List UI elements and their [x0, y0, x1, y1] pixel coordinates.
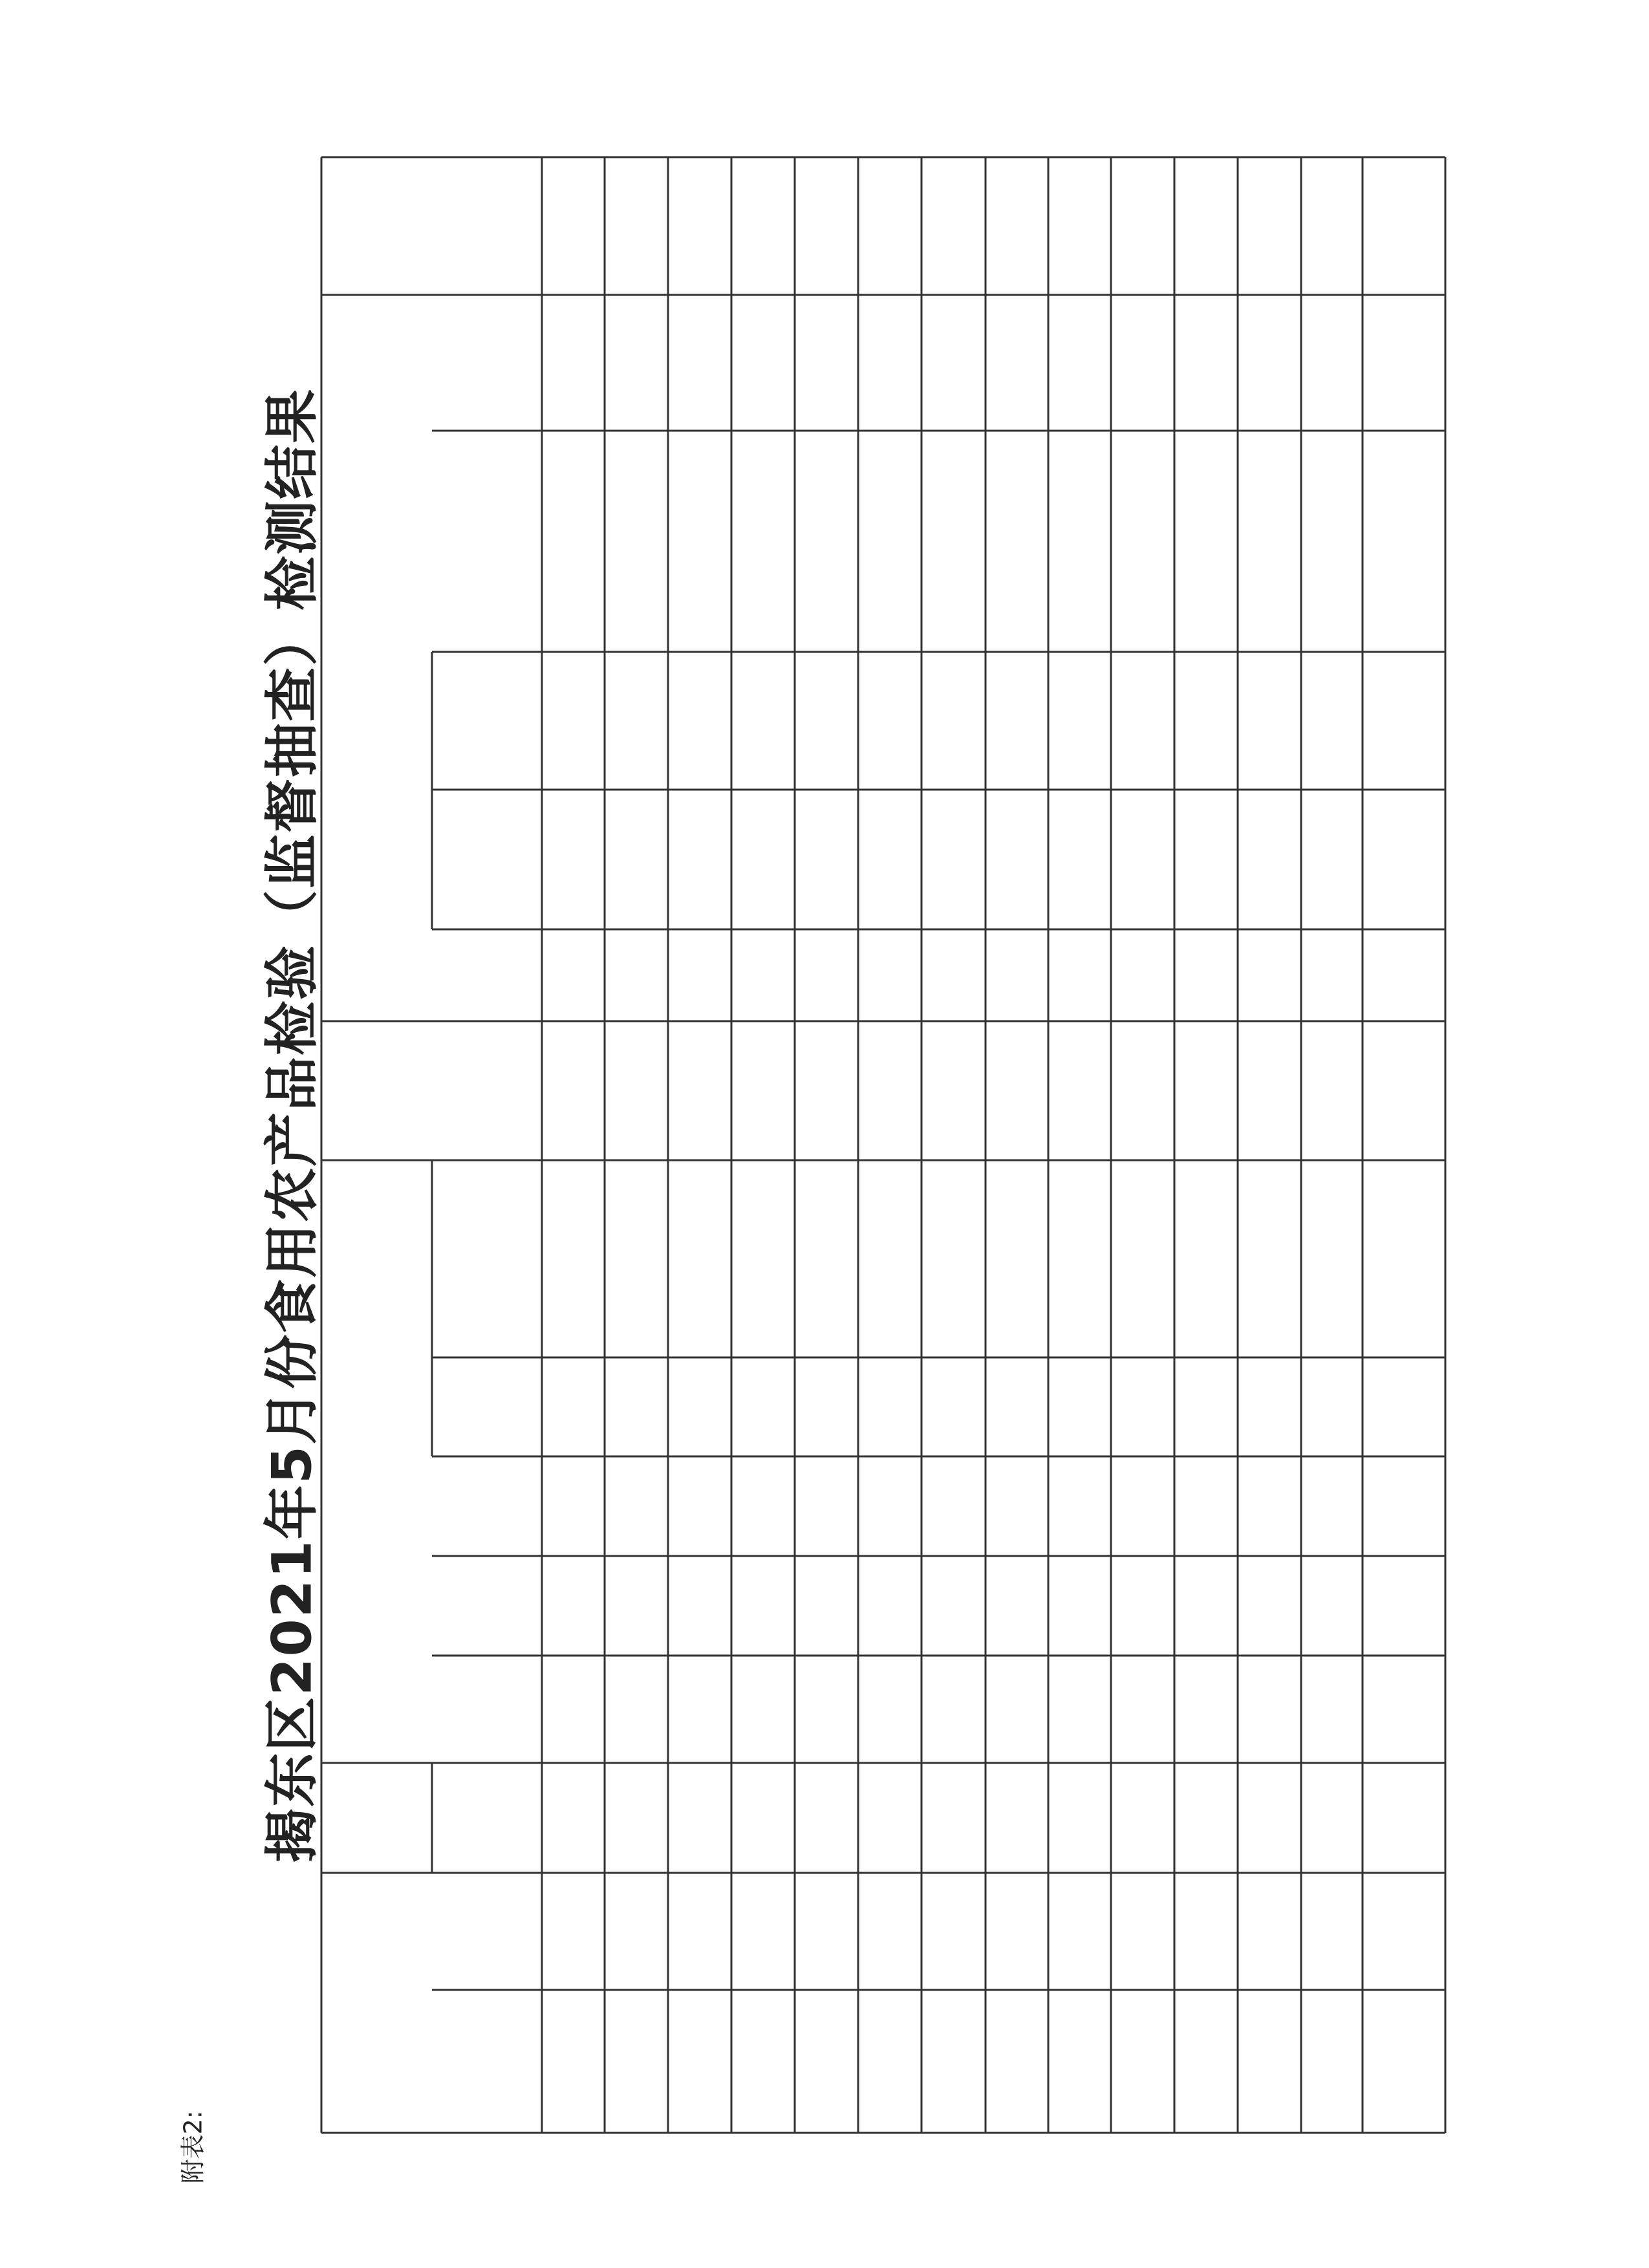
attachment-note-text: 附表2: [178, 2110, 208, 2184]
table-grid [321, 157, 1445, 2133]
page-title: 揭东区2021年5月份食用农产品检验（监督抽查）检测结果 [260, 387, 324, 1863]
